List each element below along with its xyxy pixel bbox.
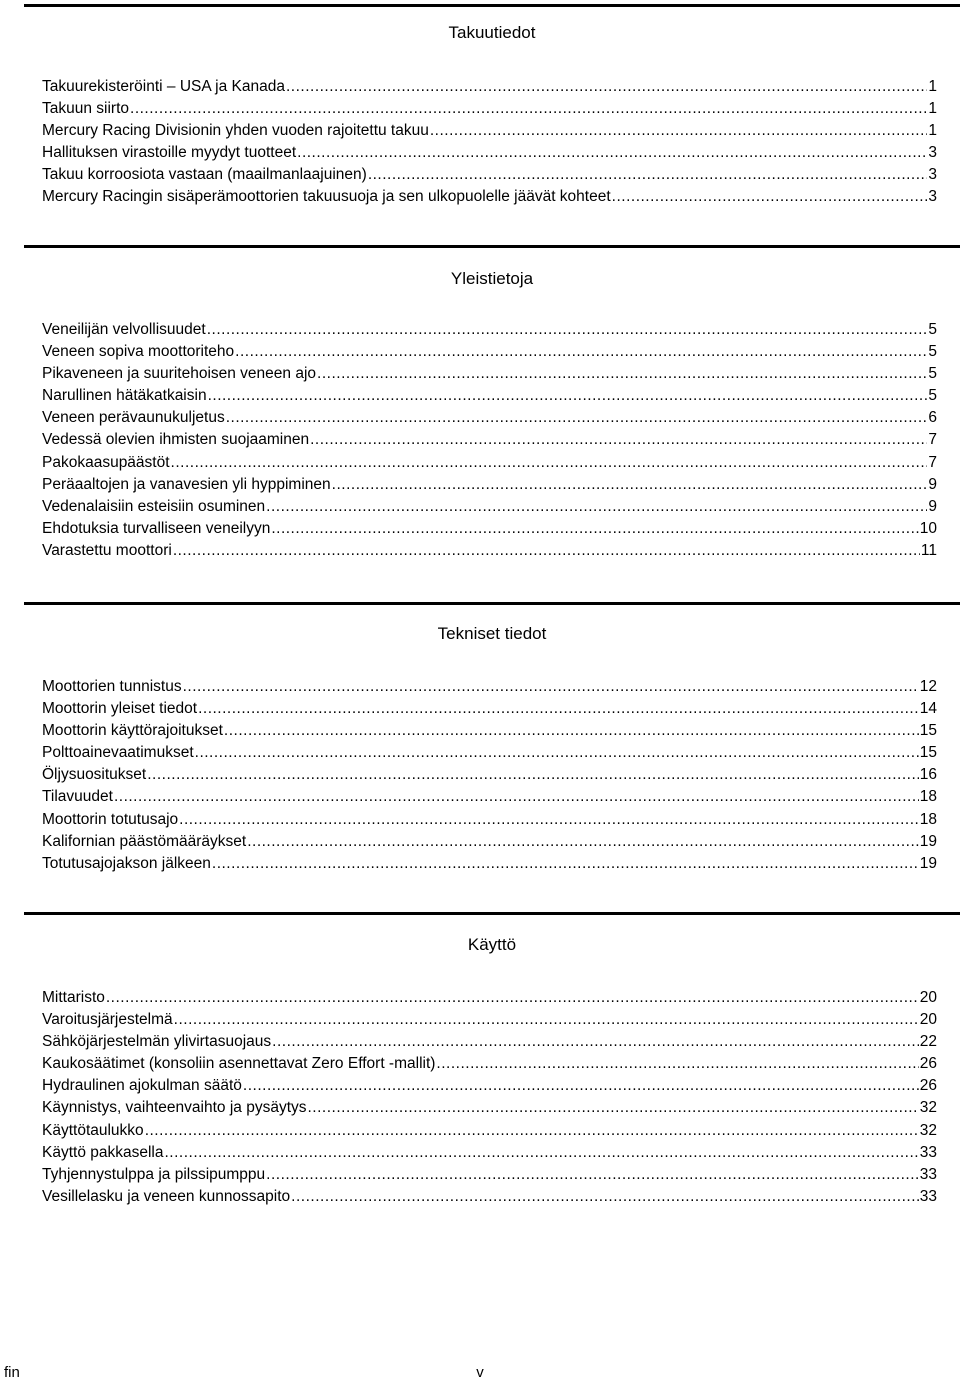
toc-entry-label: Veneilijän velvollisuudet bbox=[42, 321, 206, 338]
toc-entry[interactable] bbox=[42, 1009, 937, 1031]
toc-entry-label: Mittaristo bbox=[42, 989, 105, 1006]
leader-dots bbox=[310, 429, 927, 451]
toc-entry-label: Veneen perävaunukuljetus bbox=[42, 409, 225, 427]
toc-entry-page: 18 bbox=[919, 788, 937, 806]
toc-entry[interactable] bbox=[42, 1075, 937, 1097]
toc-entry[interactable] bbox=[42, 742, 937, 764]
toc-entry-page: 1 bbox=[928, 100, 937, 118]
leader-dots bbox=[114, 786, 919, 808]
toc-entry-label: Hallituksen virastoille myydyt tuotteet bbox=[42, 144, 297, 162]
toc-entry[interactable] bbox=[42, 676, 937, 698]
toc-entry[interactable] bbox=[42, 98, 937, 120]
toc-entry-page: 15 bbox=[919, 744, 937, 762]
toc-entry-page: 5 bbox=[928, 387, 937, 405]
toc-entry-page: 33 bbox=[919, 1165, 937, 1183]
toc-entry[interactable] bbox=[42, 1142, 937, 1164]
toc-entry-page: 10 bbox=[919, 519, 937, 537]
toc-entry[interactable] bbox=[42, 987, 937, 1009]
leader-dots bbox=[308, 1097, 919, 1119]
leader-dots bbox=[198, 698, 919, 720]
toc-entry[interactable] bbox=[42, 429, 937, 451]
toc-entry-label: Takuun siirto bbox=[42, 100, 130, 118]
section-heading: Takuutiedot bbox=[448, 23, 536, 42]
section-divider bbox=[24, 602, 960, 605]
leader-dots bbox=[171, 452, 928, 474]
toc-entry-page: 5 bbox=[928, 321, 937, 338]
toc-entry-page: 16 bbox=[919, 766, 937, 784]
toc-entry-label: Pakokaasupäästöt bbox=[42, 453, 170, 471]
toc-entry-label: Sähköjärjestelmän ylivirtasuojaus bbox=[42, 1033, 272, 1051]
toc-entry-page: 3 bbox=[928, 144, 937, 162]
toc-entry-label: Mercury Racingin sisäperämoottorien takuusuoja ja sen ulkopuolelle jäävät kohteet bbox=[42, 188, 611, 206]
leader-dots bbox=[130, 98, 927, 120]
toc-entry-page: 22 bbox=[919, 1033, 937, 1051]
toc-entry-label: Tyhjennystulppa ja pilssipumppu bbox=[42, 1165, 266, 1183]
toc-entry[interactable] bbox=[42, 142, 937, 164]
toc-entry-label: Polttoainevaatimukset bbox=[42, 744, 194, 762]
toc-entry-page: 5 bbox=[928, 365, 937, 383]
toc-entry-page: 26 bbox=[919, 1055, 937, 1073]
toc-entry-page: 1 bbox=[928, 122, 937, 140]
toc-entry-label: Varastettu moottori bbox=[42, 541, 172, 559]
toc-entry-label: Moottorin yleiset tiedot bbox=[42, 700, 198, 718]
toc-entry[interactable] bbox=[42, 407, 937, 429]
leader-dots bbox=[243, 1075, 919, 1097]
leader-dots bbox=[235, 341, 927, 363]
toc-entry-page: 3 bbox=[928, 188, 937, 206]
toc-entry[interactable] bbox=[42, 385, 937, 407]
toc-entry-label: Vesillelasku ja veneen kunnossapito bbox=[42, 1187, 291, 1205]
toc-entry[interactable] bbox=[42, 720, 937, 742]
footer-page-number: v bbox=[476, 1364, 484, 1381]
leader-dots bbox=[195, 742, 919, 764]
toc-entry-page: 5 bbox=[928, 343, 937, 361]
leader-dots bbox=[174, 1009, 919, 1031]
toc-entry[interactable] bbox=[42, 452, 937, 474]
toc-entry[interactable] bbox=[42, 496, 937, 518]
toc-entry-page: 12 bbox=[919, 678, 937, 695]
leader-dots bbox=[208, 385, 928, 407]
toc-entry-page: 14 bbox=[919, 700, 937, 718]
leader-dots bbox=[430, 120, 928, 142]
toc-entry[interactable] bbox=[42, 540, 937, 562]
leader-dots bbox=[266, 1164, 919, 1186]
toc-entry-page: 33 bbox=[919, 1187, 937, 1205]
toc-entry-page: 18 bbox=[919, 810, 937, 828]
toc-entry-label: Mercury Racing Divisionin yhden vuoden rajoitettu takuu bbox=[42, 122, 429, 140]
toc-entry[interactable] bbox=[42, 518, 937, 540]
leader-dots bbox=[179, 809, 919, 831]
leader-dots bbox=[612, 186, 928, 208]
toc-entry-label: Kaukosäätimet (konsoliin asennettavat Zero Effort -mallit) bbox=[42, 1055, 436, 1073]
toc-entry[interactable] bbox=[42, 786, 937, 808]
toc-entry[interactable] bbox=[42, 474, 937, 496]
leader-dots bbox=[183, 676, 919, 698]
leader-dots bbox=[147, 764, 919, 786]
toc-entry-label: Takuu korroosiota vastaan (maailmanlaajuinen) bbox=[42, 166, 367, 184]
toc-entry[interactable] bbox=[42, 1120, 937, 1142]
leader-dots bbox=[436, 1053, 918, 1075]
toc-entry-page: 19 bbox=[919, 832, 937, 850]
toc-entry-page: 7 bbox=[928, 431, 937, 449]
toc-entry[interactable] bbox=[42, 319, 937, 341]
toc-entry[interactable] bbox=[42, 120, 937, 142]
section-heading: Käyttö bbox=[467, 935, 517, 954]
toc-entry-label: Moottorin käyttörajoitukset bbox=[42, 722, 223, 740]
leader-dots bbox=[173, 540, 920, 562]
toc-entry[interactable] bbox=[42, 698, 937, 720]
toc-list bbox=[42, 76, 937, 209]
toc-entry[interactable] bbox=[42, 1031, 937, 1053]
toc-entry-page: 15 bbox=[919, 722, 937, 740]
toc-entry[interactable] bbox=[42, 831, 937, 853]
leader-dots bbox=[106, 987, 919, 1009]
toc-entry-page: 20 bbox=[919, 1011, 937, 1029]
leader-dots bbox=[317, 363, 927, 385]
leader-dots bbox=[271, 518, 918, 540]
toc-entry[interactable] bbox=[42, 809, 937, 831]
leader-dots bbox=[291, 1186, 919, 1208]
toc-entry-label: Tilavuudet bbox=[42, 788, 113, 806]
leader-dots bbox=[266, 496, 927, 518]
toc-entry-label: Narullinen hätäkatkaisin bbox=[42, 387, 207, 405]
toc-entry-label: Hydraulinen ajokulman säätö bbox=[42, 1077, 242, 1095]
leader-dots bbox=[165, 1142, 919, 1164]
toc-list bbox=[42, 676, 937, 875]
toc-entry[interactable] bbox=[42, 1164, 937, 1186]
toc-entry-label: Varoitusjärjestelmä bbox=[42, 1011, 173, 1029]
leader-dots bbox=[226, 407, 928, 429]
leader-dots bbox=[247, 831, 919, 853]
toc-entry-label: Ehdotuksia turvalliseen veneilyyn bbox=[42, 519, 271, 537]
leader-dots bbox=[145, 1120, 919, 1142]
toc-entry-label: Öljysuositukset bbox=[42, 766, 147, 784]
toc-entry-label: Takuurekisteröinti – USA ja Kanada bbox=[42, 78, 285, 95]
toc-entry-label: Moottorin totutusajo bbox=[42, 810, 179, 828]
toc-entry-page: 6 bbox=[928, 409, 937, 427]
toc-entry-label: Peräaaltojen ja vanavesien yli hyppiminen bbox=[42, 475, 331, 493]
toc-entry-label: Käynnistys, vaihteenvaihto ja pysäytys bbox=[42, 1099, 307, 1117]
toc-entry-page: 32 bbox=[919, 1121, 937, 1139]
section-divider bbox=[24, 245, 960, 248]
toc-list bbox=[42, 987, 937, 1208]
toc-entry-label: Pikaveneen ja suuritehoisen veneen ajo bbox=[42, 365, 317, 383]
toc-entry-page: 3 bbox=[928, 166, 937, 184]
toc-entry[interactable] bbox=[42, 764, 937, 786]
toc-entry-page: 32 bbox=[919, 1099, 937, 1117]
toc-entry[interactable] bbox=[42, 1186, 937, 1208]
section-divider bbox=[24, 912, 960, 915]
leader-dots bbox=[212, 853, 919, 875]
toc-entry-label: Moottorien tunnistus bbox=[42, 678, 182, 695]
toc-entry[interactable] bbox=[42, 363, 937, 385]
toc-entry[interactable] bbox=[42, 1097, 937, 1119]
toc-entry-label: Käyttö pakkasella bbox=[42, 1143, 164, 1161]
toc-entry[interactable] bbox=[42, 1053, 937, 1075]
section-heading: Yleistietoja bbox=[450, 269, 534, 288]
section-divider bbox=[24, 4, 960, 7]
toc-entry-label: Vedenalaisiin esteisiin osuminen bbox=[42, 497, 266, 515]
leader-dots bbox=[224, 720, 919, 742]
leader-dots bbox=[297, 142, 927, 164]
toc-entry-label: Totutusajojakson jälkeen bbox=[42, 854, 211, 872]
leader-dots bbox=[207, 319, 928, 341]
leader-dots bbox=[286, 76, 927, 98]
toc-entry-page: 26 bbox=[919, 1077, 937, 1095]
leader-dots bbox=[272, 1031, 919, 1053]
toc-entry-page: 33 bbox=[919, 1143, 937, 1161]
toc-entry[interactable] bbox=[42, 164, 937, 186]
toc-list bbox=[42, 319, 937, 562]
toc-entry-page: 1 bbox=[928, 78, 937, 95]
section-heading: Tekniset tiedot bbox=[437, 624, 547, 643]
toc-entry[interactable] bbox=[42, 186, 937, 208]
toc-entry-page: 19 bbox=[919, 854, 937, 872]
leader-dots bbox=[368, 164, 928, 186]
toc-entry[interactable] bbox=[42, 853, 937, 875]
toc-entry-page: 20 bbox=[919, 989, 937, 1006]
toc-entry-label: Vedessä olevien ihmisten suojaaminen bbox=[42, 431, 310, 449]
toc-entry[interactable] bbox=[42, 341, 937, 363]
leader-dots bbox=[332, 474, 928, 496]
toc-entry-page: 11 bbox=[920, 541, 937, 559]
toc-entry-label: Kalifornian päästömääräykset bbox=[42, 832, 247, 850]
toc-entry-page: 9 bbox=[928, 475, 937, 493]
footer-language: fin bbox=[4, 1364, 20, 1381]
toc-entry-page: 7 bbox=[928, 453, 937, 471]
toc-entry-page: 9 bbox=[928, 497, 937, 515]
toc-entry-label: Käyttötaulukko bbox=[42, 1121, 144, 1139]
toc-entry[interactable] bbox=[42, 76, 937, 98]
toc-entry-label: Veneen sopiva moottoriteho bbox=[42, 343, 235, 361]
